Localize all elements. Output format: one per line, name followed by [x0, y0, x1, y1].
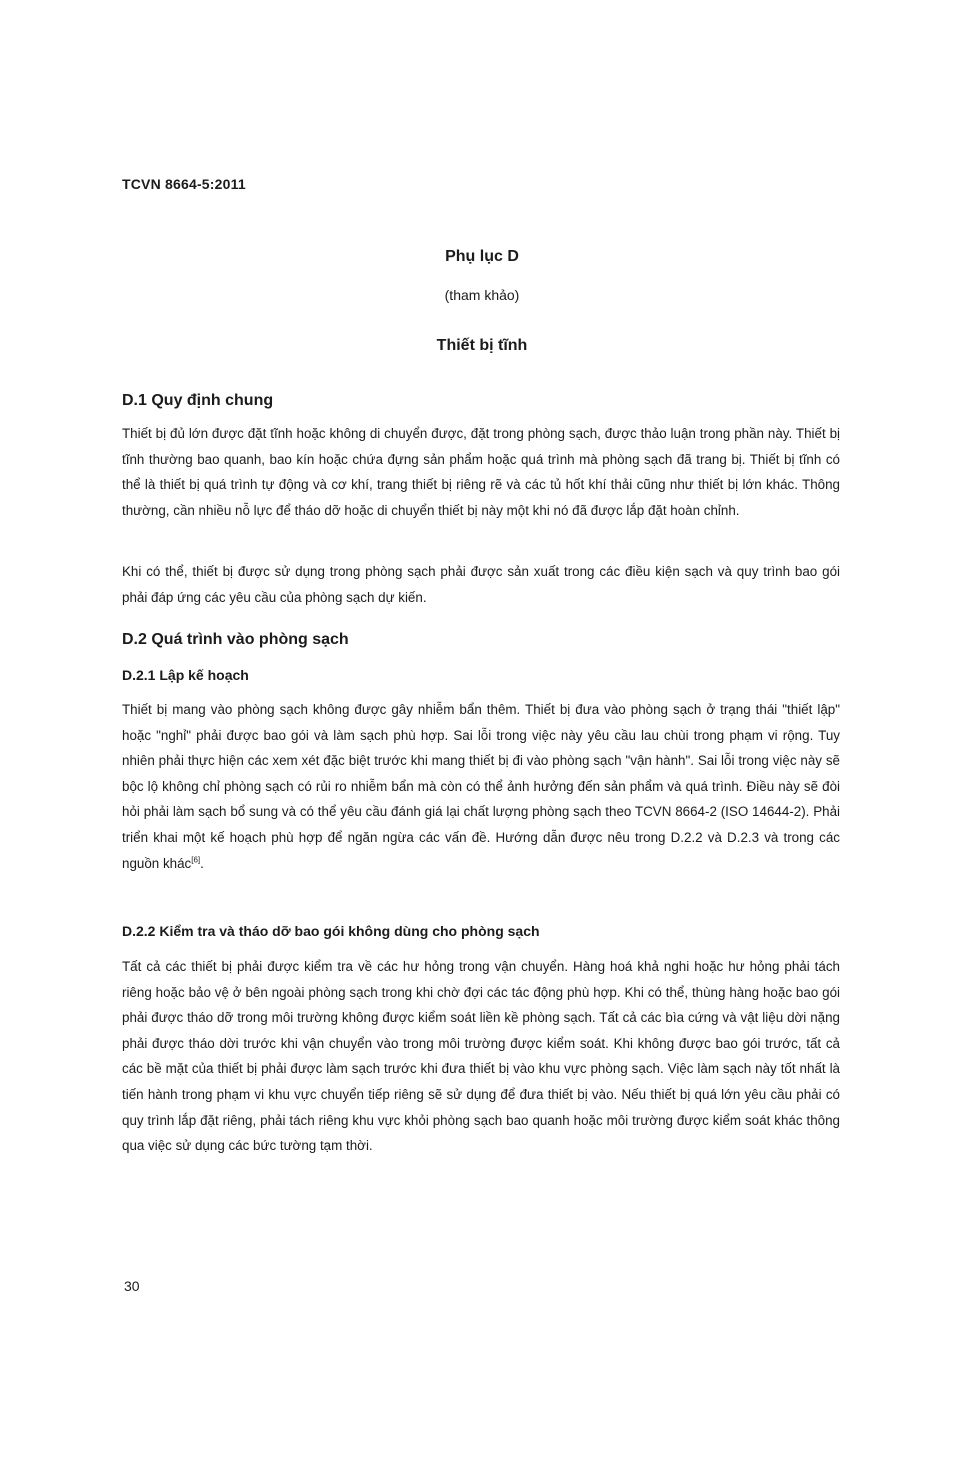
annex-note: (tham khảo) — [444, 287, 520, 303]
page-number: 30 — [124, 1278, 140, 1294]
section-d1-paragraph-2: Khi có thể, thiết bị được sử dụng trong phòng sạch phải được sản xuất trong các điều kiện sạch và quy trình bao gói phải đáp ứng các yêu cầu của phòng sạch dự kiến. — [122, 564, 840, 605]
section-heading-d1: D.1 Quy định chung — [122, 392, 274, 409]
section-d21-text: Thiết bị mang vào phòng sạch không được gây nhiễm bẩn thêm. Thiết bị đưa vào phòng sạch ở trạng thái "thiết lập" hoặc "nghỉ" phải được bao gói và làm sạch phù hợp. Sai lỗi trong việc này yêu cầu lau chùi trong phạm vi rộng. Tuy nhiên phải thực hiện các xem xét đặc biệt trước khi mang thiết bị đi vào phòng sạch "vận hành". Sai lỗi trong việc này sẽ bộc lộ không chỉ phòng sạch có rủi ro nhiễm bẩn mà còn có thể ảnh hưởng đến sản phẩm và quá trình. Điều này sẽ đòi hỏi phải làm sạch bổ sung và có thể yêu cầu đánh giá lại chất lượng phòng sạch theo TCVN 8664-2 (ISO 14644-2). Phải triển khai một kế hoạch phù hợp để ngăn ngừa các vấn đề. Hướng dẫn được nêu trong D.2.2 và D.2.3 và trong các nguồn khác — [122, 702, 840, 871]
standard-code: TCVN 8664-5:2011 — [122, 176, 246, 192]
section-d22-paragraph-1: Tất cả các thiết bị phải được kiểm tra về các hư hỏng trong vận chuyển. Hàng hoá khả nghi hoặc hư hỏng phải tách riêng hoặc bảo vệ ở bên ngoài phòng sạch trong khi chờ đợi các tác động phù hợp. Khi có thể, thùng hàng hoặc bao gói phải được tháo dỡ trong môi trường không được kiểm soát liền kề phòng sạch. Tất cả các bìa cứng và vật liệu dời nặng phải được tháo dời trước khi vận chuyển vào trong môi trường được kiểm soát. Khi không được bao gói trước, tất cả các bề mặt của thiết bị phải được làm sạch trước khi đưa thiết bị vào khu vực phòng sạch. Việc làm sạch này tốt nhất là tiến hành trong phạm vi khu vực chuyển tiếp riêng sẽ sử dụng để đưa thiết bị vào. Nếu thiết bị quá lớn yêu cầu phải có quy trình lắp đặt riêng, phải tách riêng khu vực khỏi phòng sạch bao quanh hoặc môi trường được kiểm soát khác thông qua việc sử dụng các bức tường tạm thời. — [122, 959, 840, 1154]
section-d21-end: . — [200, 855, 204, 871]
annex-subject: Thiết bị tĩnh — [436, 337, 528, 354]
section-d1-paragraph-1: Thiết bị đủ lớn được đặt tĩnh hoặc không di chuyển được, đặt trong phòng sạch, được thảo luận trong phần này. Thiết bị tĩnh thường bao quanh, bao kín hoặc chứa đựng sản phẩm hoặc quá trình mà phòng sạch đã trang bị. Thiết bị tĩnh có thể là thiết bị quá trình tự động và cơ khí, trang thiết bị riêng rẽ và các tủ hốt khí thải cũng như thiết bị lớn khác. Thông thường, cần nhiều nỗ lực để tháo dỡ hoặc di chuyển thiết bị này một khi nó đã được lắp đặt hoàn chỉnh. — [122, 426, 840, 518]
section-heading-d2: D.2 Quá trình vào phòng sạch — [122, 631, 349, 648]
section-d21-paragraph-1 — [122, 697, 840, 876]
section-heading-d21: D.2.1 Lập kế hoạch — [122, 667, 249, 683]
annex-title: Phụ lục D — [445, 248, 519, 265]
reference-marker: [6] — [191, 855, 201, 865]
section-heading-d22: D.2.2 Kiểm tra và tháo dỡ bao gói không dùng cho phòng sạch — [122, 923, 540, 939]
